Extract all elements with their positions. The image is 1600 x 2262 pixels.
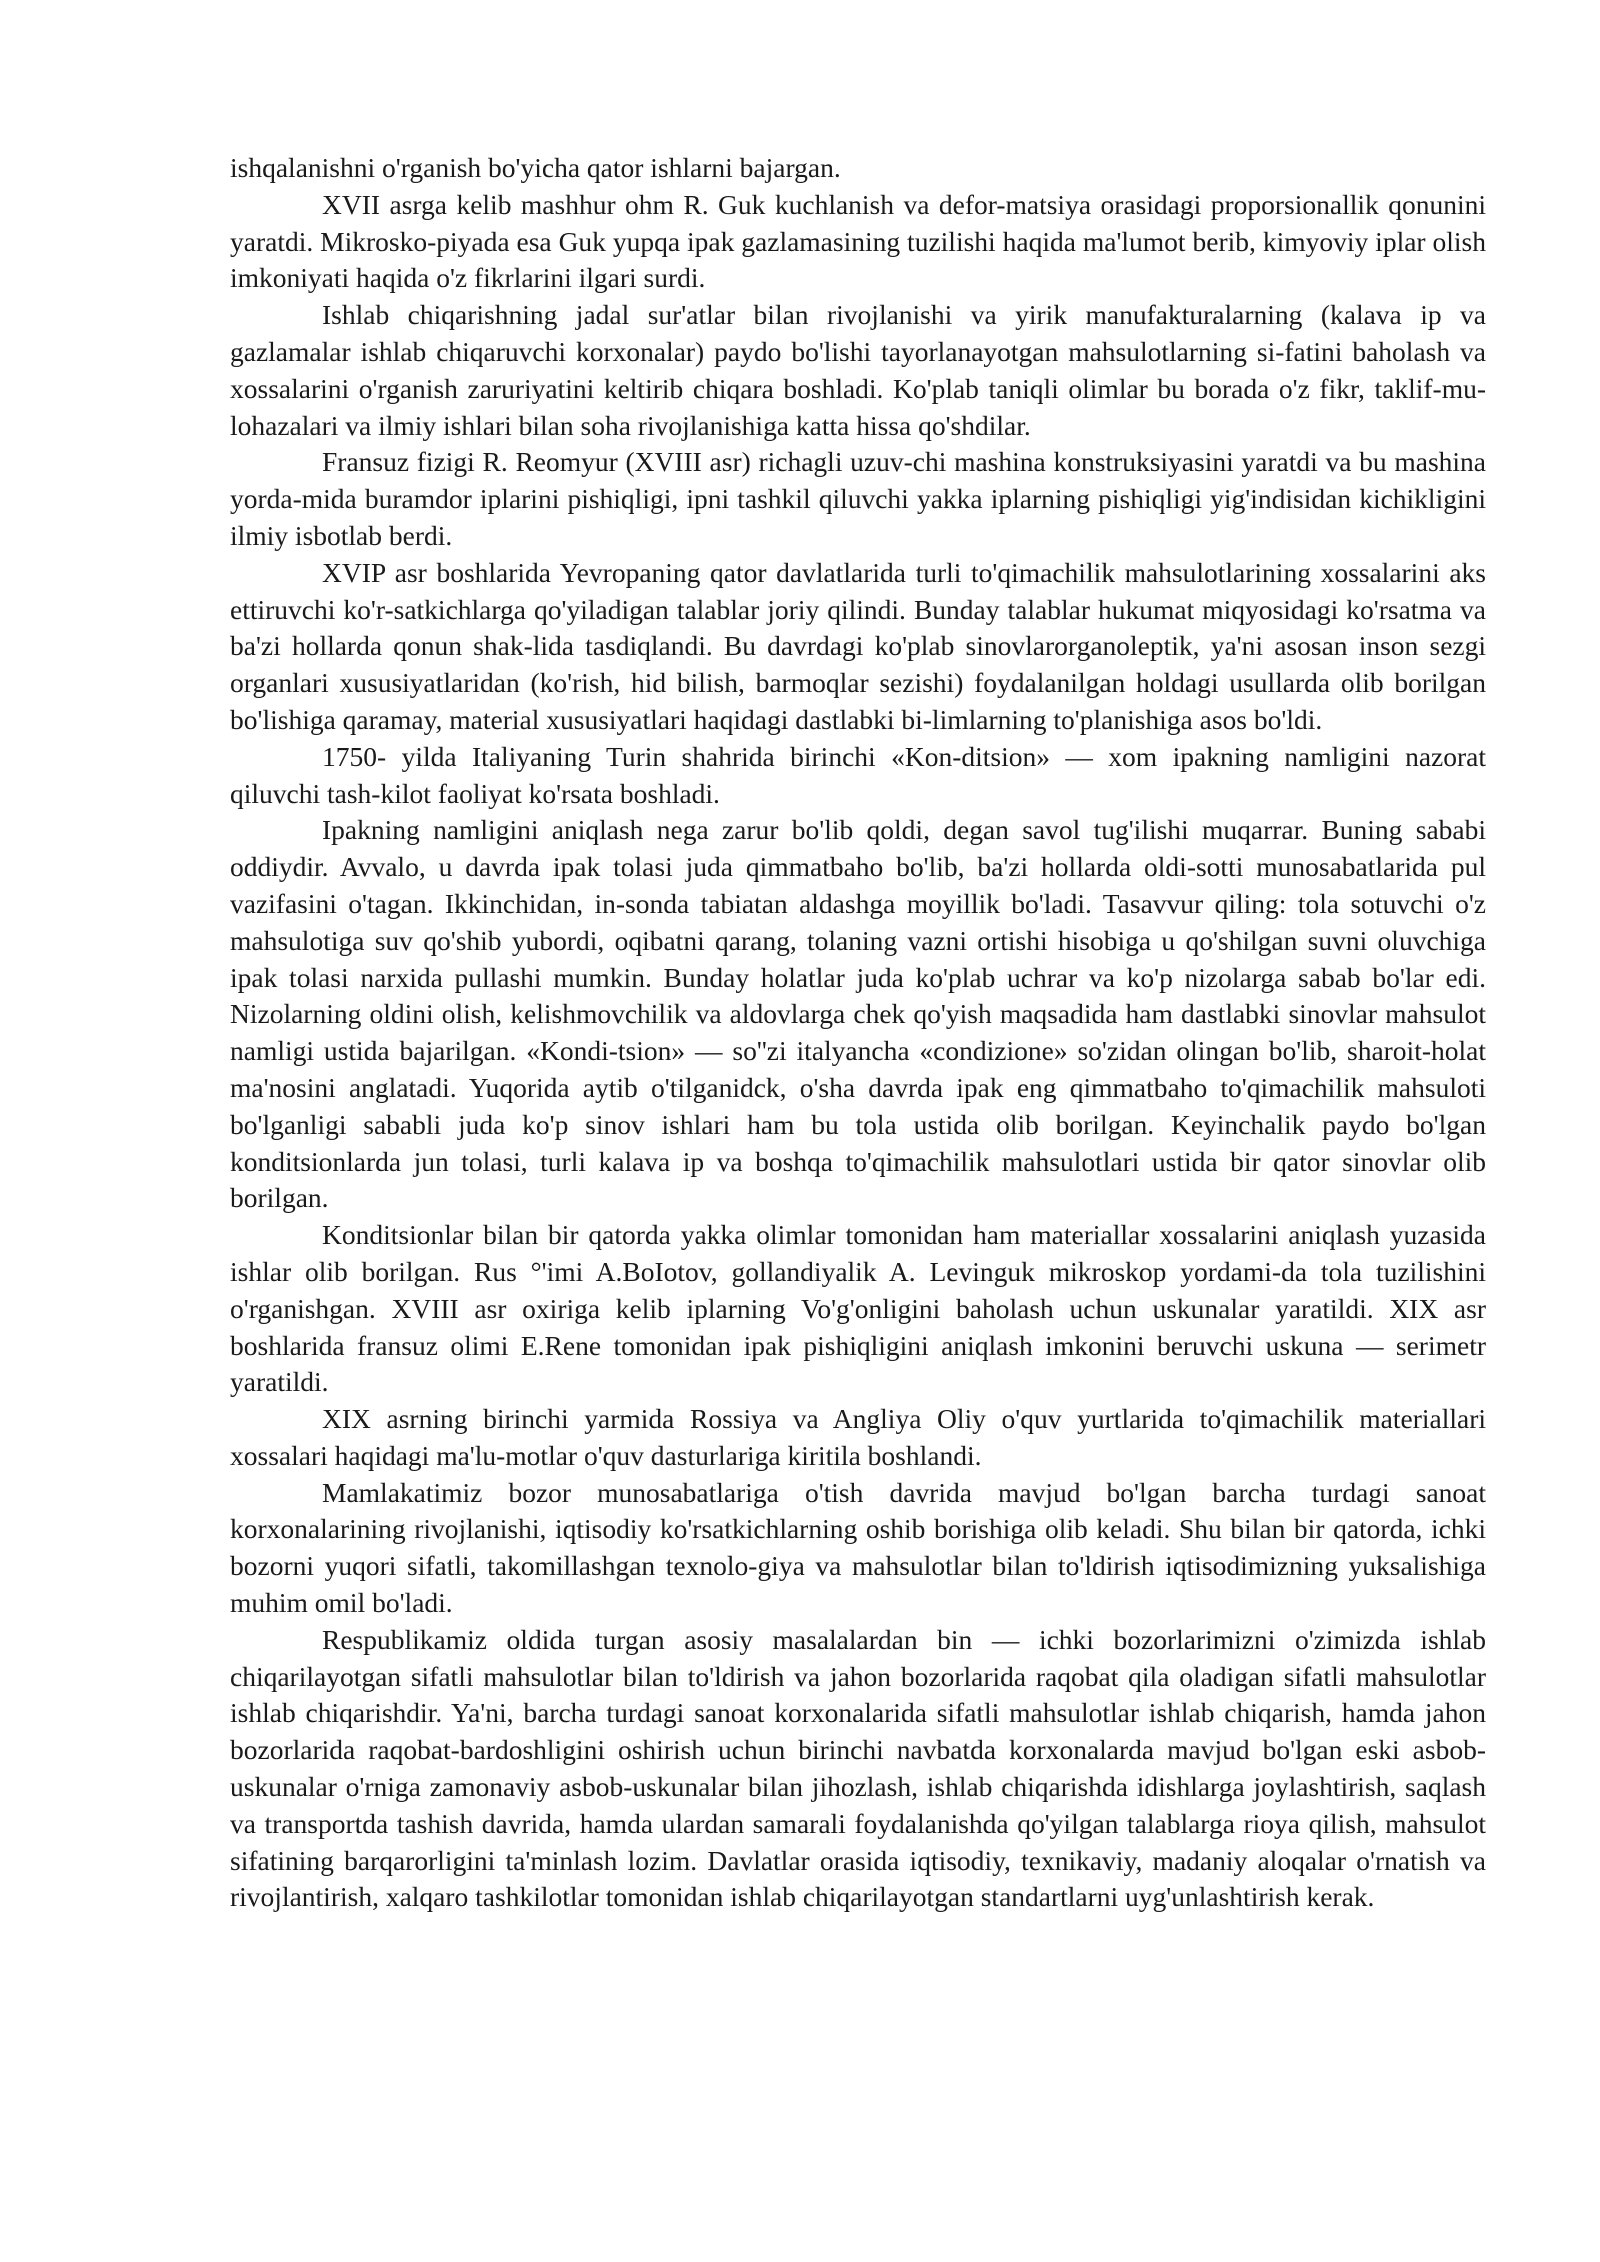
paragraph-guk: XVII asrga kelib mashhur ohm R. Guk kuchlanish va defor-matsiya orasidagi proporsionallik qonunini yaratdi. Mikrosko-piyada esa Guk yupqa ipak gazlamasining tuzilishi haqida ma'lumot berib, kimyoviy iplar olish imkoniyati haqida o'z fikrlarini ilgari surdi. — [230, 188, 1486, 294]
paragraph-manufactures: Ishlab chiqarishning jadal sur'atlar bilan rivojlanishi va yirik manufakturalarning (kalava ip va gazlamalar ishlab chiqaruvchi korxonalar) paydo bo'lishi tayorlanayotgan mahsulotlarning si-fatini baholash va xossalarini o'rganish zaruriyatini keltirib chiqara boshladi. Ko'plab taniqli olimlar bu borada o'z fikr, taklif-mu-lohazalari va ilmiy ishlari bilan soha rivojlanishiga katta hissa qo'shdilar. — [230, 299, 1486, 441]
paragraph-silk-moisture: Ipakning namligini aniqlash nega zarur bo'lib qoldi, degan savol tug'ilishi muqarrar. Buning sababi oddiydir. Avvalo, u davrda ipak tolasi juda qimmatbaho bo'lib, ba'zi hollarda oldi-sotti munosabatlarida pul vazifasini o'tagan. Ikkinchidan, in-sonda tabiatan aldashga moyillik bo'ladi. Tasavvur qiling: tola sotuvchi o'z mahsulotiga suv qo'shib yubordi, oqibatni qarang, tolaning vazni ortishi hisobiga u qo'shilgan suvni oluvchiga ipak tolasi narxida pullashi mumkin. Bunday holatlar juda ko'plab uchrar va ko'p nizolarga sabab bo'lar edi. Nizolarning oldini olish, kelishmovchilik va aldovlarga chek qo'yish maqsadida ham dastlabki sinovlar mahsulot namligi ustida bajarilgan. «Kondi-tsion» — so''zi italyancha «condizione» so'zidan olingan bo'lib, sharoit-holat ma'nosini anglatadi. Yuqorida aytib o'tilganidck, o'sha davrda ipak eng qimmatbaho to'qimachilik mahsuloti bo'lganligi sababli juda ko'p sinov ishlari ham bu tola ustida olib borilgan. Keyinchalik paydo bo'lgan konditsionlarda jun tolasi, turli kalava ip va boshqa to'qimachilik mahsulotlari ustida bir qator sinovlar olib borilgan. — [230, 814, 1486, 1214]
paragraph-scientists: Konditsionlar bilan bir qatorda yakka olimlar tomonidan ham materiallar xossalarini aniqlash yuzasida ishlar olib borilgan. Rus °'imi A.BoIotov, gollandiyalik A. Levinguk mikroskop yordami-da tola tuzilishini o'rganishgan. XVIII asr oxiriga kelib iplarning Vo'g'onligini baholash uchun uskunalar yaratildi. XIX asr boshlarida fransuz olimi E.Rene tomonidan ipak pishiqligini aniqlash imkonini beruvchi uskuna — serimetr yaratildi. — [230, 1219, 1486, 1398]
paragraph-market-economy: Mamlakatimiz bozor munosabatlariga o'tish davrida mavjud bo'lgan barcha turdagi sanoat korxonalarining rivojlanishi, iqtisodiy ko'rsatkichlarning oshib borishiga olib keladi. Shu bilan bir qatorda, ichki bozorni yuqori sifatli, takomillashgan texnolo-giya va mahsulotlar bilan to'ldirish iqtisodimizning yuksalishiga muhim omil bo'ladi. — [230, 1476, 1486, 1619]
paragraph-turin-condition: 1750- yilda Italiyaning Turin shahrida birinchi «Kon-ditsion» — xom ipakning namligini nazorat qiluvchi tash-kilot faoliyat ko'rsata boshladi. — [230, 740, 1486, 809]
document-page — [230, 150, 1486, 1916]
paragraph-continuation: ishqalanishni o'rganish bo'yicha qator ishlarni bajargan. — [230, 152, 841, 183]
paragraph-reomyur: Fransuz fizigi R. Reomyur (XVIII asr) richagli uzuv-chi mashina konstruksiyasini yaratdi va bu mashina yorda-mida buramdor iplarini pishiqligi, ipni tashkil qiluvchi yakka iplarning pishiqligi yig'indisidan kichikligini ilmiy isbotlab berdi. — [230, 446, 1486, 551]
paragraph-europe-requirements: XVIP asr boshlarida Yevropaning qator davlatlarida turli to'qimachilik mahsulotlarining xossalarini aks ettiruvchi ko'r-satkichlarga qo'yiladigan talablar joriy qilindi. Bunday talablar hukumat miqyosidagi ko'rsatma va ba'zi hollarda qonun shak-lida tasdiqlandi. Bu davrdagi ko'plab sinovlarorganoleptik, ya'ni asosan inson sezgi organlari xususiyatlaridan (ko'rish, hid bilish, barmoqlar sezishi) foydalanilgan holdagi usullarda olib borilgan bo'lishiga qaramay, material xususiyatlari haqidagi dastlabki bi-limlarning to'planishiga asos bo'ldi. — [230, 556, 1486, 735]
paragraph-curricula: XIX asrning birinchi yarmida Rossiya va Angliya Oliy o'quv yurtlarida to'qimachilik materiallari xossalari haqidagi ma'lu-motlar o'quv dasturlariga kiritila boshlandi. — [230, 1403, 1486, 1471]
paragraph-republic-tasks: Respublikamiz oldida turgan asosiy masalalardan bin — ichki bozorlarimizni o'zimizda ishlab chiqarilayotgan sifatli mahsulotlar bilan to'ldirish va jahon bozorlarida raqobat qila oladigan sifatli mahsulotlar ishlab chiqarishdir. Ya'ni, barcha turdagi sanoat korxonalarida sifatli mahsulotlar ishlab chiqarish, hamda jahon bozorlarida raqobat-bardoshligini oshirish uchun birinchi navbatda korxonalarda mavjud bo'lgan eski asbob-uskunalar o'rniga zamonaviy asbob-uskunalar bilan jihozlash, ishlab chiqarishda idishlarga joylashtirish, saqlash va transportda tashish davrida, hamda ulardan samarali foydalanishda qo'yilgan talablarga rioya qilish, mahsulot sifatining barqarorligini ta'minlash lozim. Davlatlar orasida iqtisodiy, texnikaviy, madaniy aloqalar o'rnatish va rivojlantirish, xalqaro tashkilotlar tomonidan ishlab chiqarilayotgan standartlarni uyg'unlashtirish kerak. — [230, 1623, 1486, 1913]
